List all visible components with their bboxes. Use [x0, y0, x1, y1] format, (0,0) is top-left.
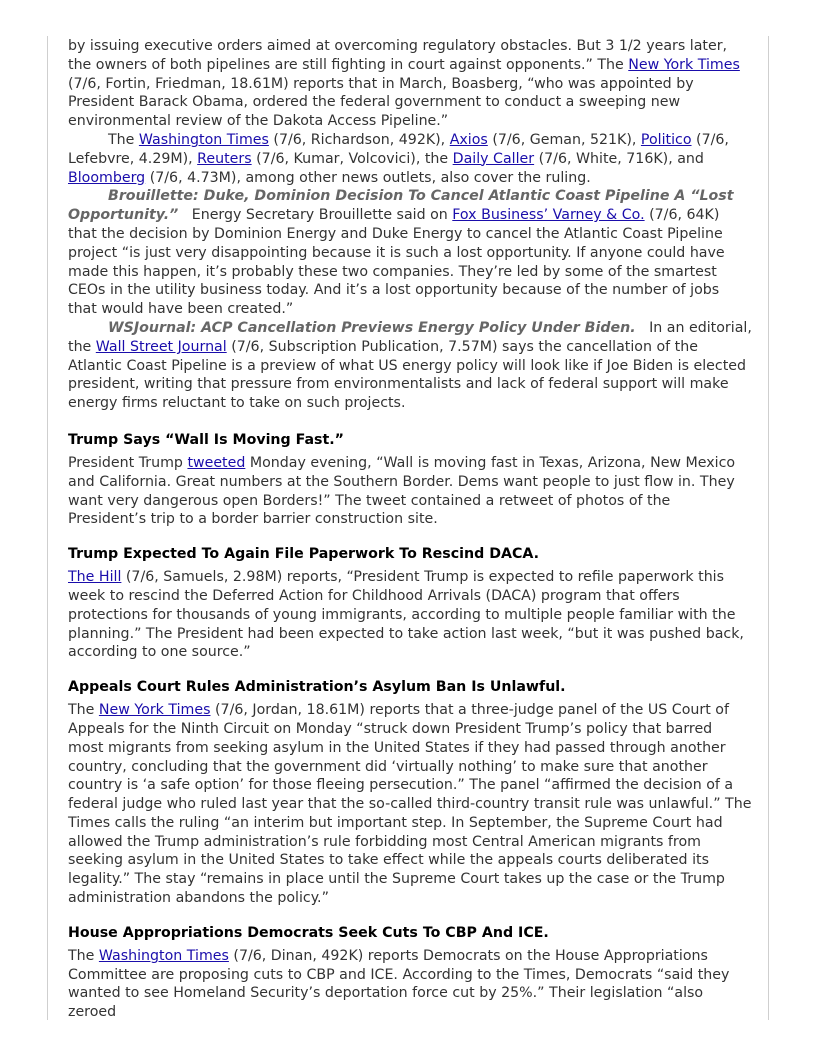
headline-wall-moving-fast: Trump Says “Wall Is Moving Fast.” [68, 431, 344, 448]
article-body [68, 37, 752, 1022]
link-washington-times[interactable]: Washington Times [138, 131, 269, 148]
link-bloomberg[interactable]: Bloomberg [68, 169, 146, 186]
paragraph-asylum-ban: The New York Times (7/6, Jordan, 18.61M) reports that a three-judge panel of the US Court of Appeals for the Ninth Circuit on Monday “struck down President Trump’s policy that barred most migrants from seeking asylum in the United States if they had passed through another country, concluding that the government did ‘virtually nothing’ to make sure that another country is ‘a safe option’ for those fleeing persecution.” The panel “affirmed the decision of a federal judge who ruled last year that the so-called third-country transit rule was unlawful.” The Times calls the ruling “an interim but important step. In September, the Supreme Court had allowed the Trump administration’s rule forbidding most Central American migrants from seeking asylum in the United States to take effect while the appeals courts deliberated its legality.” The stay “remains in place until the Supreme Court takes up the case or the Trump administration abandons the policy.” [68, 702, 752, 907]
paragraph-cbp-ice-cuts: The Washington Times (7/6, Dinan, 492K) reports Democrats on the House Appropriations Committee are proposing cuts to CBP and ICE. According to the Times, Democrats “said they wanted to see Homeland Security’s deportation force cut by 25%.” Their legislation “also zeroed [68, 947, 730, 1021]
right-margin-rule [768, 36, 769, 1020]
link-wall-street-journal[interactable]: Wall Street Journal [95, 338, 227, 355]
headline-cbp-ice-cuts: House Appropriations Democrats Seek Cuts To CBP And ICE. [68, 924, 549, 941]
headline-daca: Trump Expected To Again File Paperwork To Rescind DACA. [68, 546, 540, 563]
link-the-hill[interactable]: The Hill [68, 569, 122, 586]
subheading-brouillette: Brouillette: Duke, Dominion Decision To Cancel Atlantic Coast Pipeline A “Lost Opportunity.” [68, 188, 734, 224]
paragraph-other-coverage: The Washington Times (7/6, Richardson, 492K), Axios (7/6, Geman, 521K), Politico (7/6, Lefebvre, 4.29M), Reuters (7/6, Kumar, Volcovici), the Daily Caller (7/6, White, 716K), and Bloomberg (7/6, 4.73M), among other news outlets, also cover the ruling. [68, 131, 729, 186]
paragraph-daca: The Hill (7/6, Samuels, 2.98M) reports, “President Trump is expected to refile paperwork this week to rescind the Deferred Action for Childhood Arrivals (DACA) program that offers protections for thousands of young immigrants, according to multiple people familiar with the planning.” The President had been expected to take action last week, “but it was pushed back, according to one source.” [68, 569, 744, 661]
link-new-york-times-2[interactable]: New York Times [98, 702, 211, 719]
link-daily-caller[interactable]: Daily Caller [452, 150, 535, 167]
paragraph-wsj-editorial: WSJournal: ACP Cancellation Previews Energy Policy Under Biden. In an editorial, the Wall Street Journal (7/6, Subscription Publication, 7.57M) says the cancellation of the Atlantic Coast Pipeline is a preview of what US energy policy will look like if Joe Biden is elected president, writing that pressure from environmentalists and lack of federal support will make energy firms reluctant to take on such projects. [68, 319, 752, 412]
link-politico[interactable]: Politico [640, 131, 692, 148]
link-fox-business[interactable]: Fox Business’ Varney & Co. [452, 207, 645, 224]
link-washington-times-2[interactable]: Washington Times [98, 947, 229, 964]
paragraph-wall-tweet: President Trump tweeted Monday evening, “Wall is moving fast in Texas, Arizona, New Mexico and California. Great numbers at the Southern Border. Dems want people to just flow in. They want very dangerous open Borders!” The tweet contained a retweet of photos of the President’s trip to a border barrier construction site. [68, 454, 736, 528]
paragraph-dakota-review: by issuing executive orders aimed at overcoming regulatory obstacles. But 3 1/2 years later, the owners of both pipelines are still fighting in court against opponents.” The New York Times (7/6, Fortin, Friedman, 18.61M) reports that in March, Boasberg, “who was appointed by President Barack Obama, ordered the federal government to conduct a sweeping new environmental review of the Dakota Access Pipeline.” [68, 38, 740, 130]
link-tweeted[interactable]: tweeted [187, 454, 246, 471]
paragraph-brouillette: Brouillette: Duke, Dominion Decision To Cancel Atlantic Coast Pipeline A “Lost Opportunity.” Energy Secretary Brouillette said on Fox Business’ Varney & Co. (7/6, 64K) that the decision by Dominion Energy and Duke Energy to cancel the Atlantic Coast Pipeline project “is just very disappointing because it is such a lost opportunity. If anyone could have made this happen, it’s probably these two companies. They’re led by some of the smartest CEOs in the utility business today. And it’s a lost opportunity because of the number of jobs that would have been created.” [68, 188, 734, 318]
link-axios[interactable]: Axios [449, 131, 488, 148]
headline-asylum-ban: Appeals Court Rules Administration’s Asylum Ban Is Unlawful. [68, 679, 566, 696]
subheading-wsjournal: WSJournal: ACP Cancellation Previews Energy Policy Under Biden. [108, 319, 636, 336]
left-margin-rule [47, 36, 48, 1020]
link-reuters[interactable]: Reuters [197, 150, 252, 167]
link-new-york-times[interactable]: New York Times [628, 56, 740, 73]
